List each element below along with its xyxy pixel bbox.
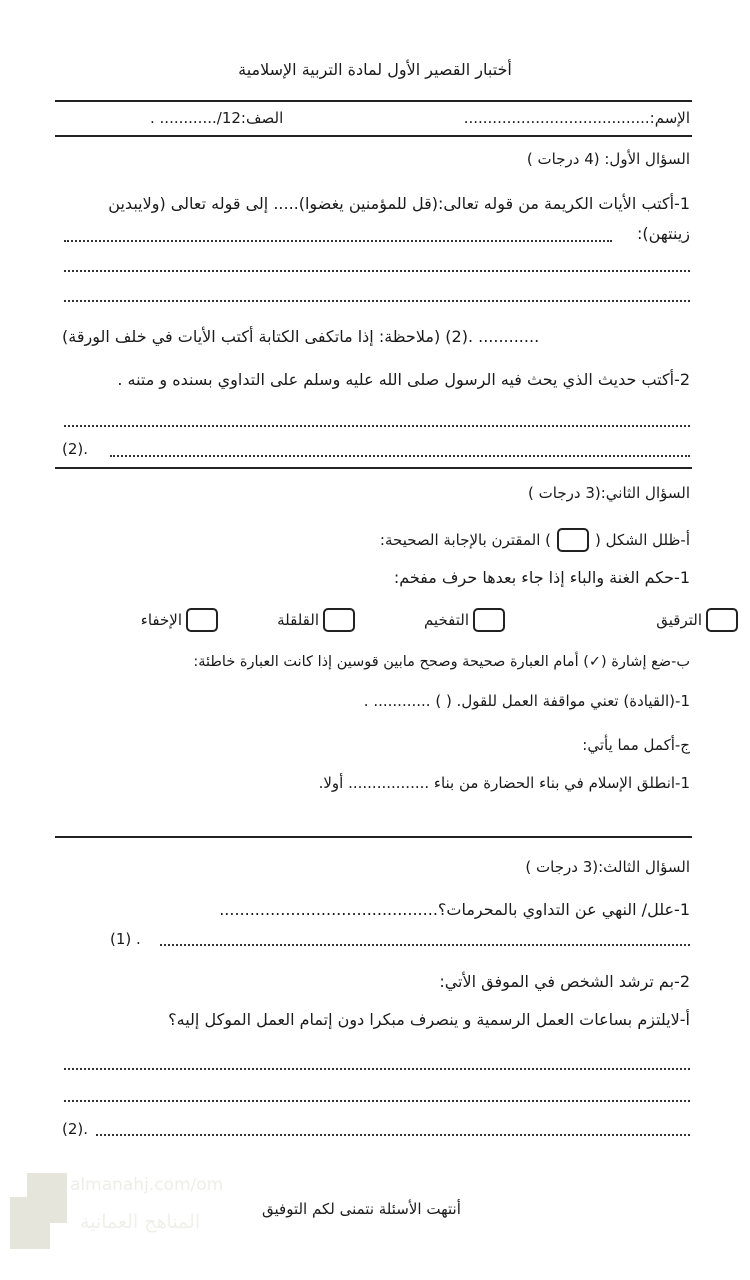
q3-item2: 2-بم ترشد الشخص في الموفق الأتي: <box>439 972 690 991</box>
watermark-url: almanahj.com/om <box>70 1175 224 1195</box>
q3-item1[interactable]: 1-علل/ النهي عن التداوي بالمحرمات؟........................................... <box>219 900 690 919</box>
q2-b-item1[interactable]: 1-(القيادة) تعني مواقفة العمل للقول. ( ) ............ . <box>363 692 690 710</box>
watermark-name: المناهج العمانية <box>80 1211 201 1233</box>
option-checkbox[interactable] <box>473 608 505 632</box>
q2-part-a-before: أ-ظلل الشكل ( <box>595 531 690 549</box>
student-name-field[interactable]: الإسم:....................................... <box>463 109 690 127</box>
exam-title: أختبار القصير الأول لمادة التربية الإسلامية <box>238 60 512 79</box>
option-label: الإخفاء <box>140 611 182 629</box>
answer-line[interactable] <box>64 1100 690 1102</box>
option-checkbox[interactable] <box>323 608 355 632</box>
q2-part-c: ج-أكمل مما يأتي: <box>582 736 690 754</box>
section-rule <box>55 836 692 838</box>
answer-line[interactable] <box>110 455 690 457</box>
q3-item2a: أ-لايلتزم بساعات العمل الرسمية و ينصرف مبكرا دون إتمام العمل الموكل إليه؟ <box>168 1010 690 1029</box>
option-tarqeeq[interactable] <box>656 608 738 632</box>
class-field[interactable]: الصف:12/............ . <box>150 109 284 127</box>
watermark <box>10 1173 240 1253</box>
q1-heading: السؤال الأول: (4 درجات ) <box>526 150 690 168</box>
q3-item2-mark: (2). <box>62 1120 89 1138</box>
option-label: التفخيم <box>423 611 469 629</box>
q1-item2-mark: (2). <box>62 440 89 458</box>
header-top-rule <box>55 100 692 102</box>
answer-line[interactable] <box>64 425 690 427</box>
option-tafkheem[interactable] <box>424 608 505 632</box>
answer-line[interactable] <box>64 300 690 302</box>
option-ikhfa[interactable] <box>141 608 218 632</box>
answer-line[interactable] <box>64 1068 690 1070</box>
q1-item1-line2: زينتهن): <box>636 224 690 243</box>
option-qalqala[interactable] <box>277 608 355 632</box>
answer-line[interactable] <box>64 270 690 272</box>
section-rule <box>55 467 692 469</box>
q2-heading: السؤال الثاني:(3 درجات ) <box>528 484 690 502</box>
answer-line[interactable] <box>64 240 612 242</box>
q3-item1-mark: (1) . <box>110 930 141 948</box>
q2-a-item1: 1-حكم الغنة والباء إذا جاء بعدها حرف مفخم: <box>393 568 690 587</box>
option-label: الترقيق <box>656 611 702 629</box>
option-checkbox[interactable] <box>186 608 218 632</box>
q2-part-a-after: ) المقترن بالإجابة الصحيحة: <box>379 531 551 549</box>
watermark-logo-block <box>10 1197 50 1249</box>
shape-example-box <box>557 528 589 552</box>
q2-part-a <box>380 528 690 552</box>
option-label: القلقلة <box>277 611 319 629</box>
option-checkbox[interactable] <box>706 608 738 632</box>
q3-heading: السؤال الثالث:(3 درجات ) <box>525 858 690 876</box>
closing-message: أنتهت الأسئلة نتمنى لكم التوفيق <box>262 1200 461 1218</box>
q1-item2: 2-أكتب حديث الذي يحث فيه الرسول صلى الله عليه وسلم على التداوي بسنده و متنه . <box>117 370 690 389</box>
answer-line[interactable] <box>96 1134 690 1136</box>
q2-c-item1[interactable]: 1-انطلق الإسلام في بناء الحضارة من بناء ................. أولا. <box>318 774 690 792</box>
q1-item1-line1: 1-أكتب الأيات الكريمة من قوله تعالى:(قل للمؤمنين يغضوا)..... إلى قوله تعالى (ولايبدين <box>108 194 690 213</box>
answer-line[interactable] <box>160 944 690 946</box>
q1-note: ............ .(2) (ملاحظة: إذا ماتكفى الكتابة أكتب الأيات في خلف الورقة) <box>62 327 540 346</box>
header-bottom-rule <box>55 135 692 137</box>
q2-part-b: ب-ضع إشارة (✓) أمام العبارة صحيحة وصحح مابين قوسين إذا كانت العبارة خاطئة: <box>193 654 690 670</box>
